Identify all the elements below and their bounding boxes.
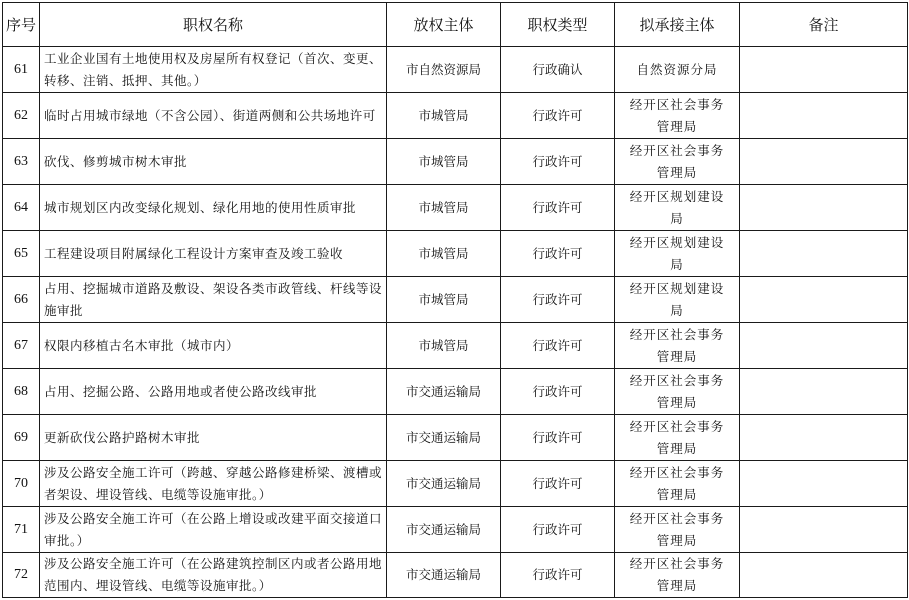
cell-index: 70 bbox=[3, 461, 40, 507]
header-row bbox=[3, 3, 908, 47]
cell-authority-type: 行政许可 bbox=[501, 369, 615, 415]
cell-authority-type: 行政许可 bbox=[501, 93, 615, 139]
table-row bbox=[3, 461, 908, 507]
cell-index: 71 bbox=[3, 507, 40, 553]
cell-index: 64 bbox=[3, 185, 40, 231]
cell-remarks bbox=[740, 415, 908, 461]
header-index: 序号 bbox=[3, 3, 40, 47]
cell-authority-name: 工程建设项目附属绿化工程设计方案审查及竣工验收 bbox=[40, 231, 387, 277]
cell-authority-type: 行政许可 bbox=[501, 185, 615, 231]
cell-index: 69 bbox=[3, 415, 40, 461]
cell-authority-name: 涉及公路安全施工许可（在公路建筑控制区内或者公路用地范围内、埋设管线、电缆等设施审批。） bbox=[40, 553, 387, 598]
table-row bbox=[3, 139, 908, 185]
header-remarks: 备注 bbox=[740, 3, 908, 47]
cell-authority-type: 行政许可 bbox=[501, 231, 615, 277]
header-authority-type: 职权类型 bbox=[501, 3, 615, 47]
cell-delegating-body: 市城管局 bbox=[387, 323, 501, 369]
cell-remarks bbox=[740, 461, 908, 507]
cell-remarks bbox=[740, 553, 908, 598]
table-row bbox=[3, 47, 908, 93]
cell-index: 63 bbox=[3, 139, 40, 185]
cell-authority-name: 砍伐、修剪城市树木审批 bbox=[40, 139, 387, 185]
table-row bbox=[3, 231, 908, 277]
table-row bbox=[3, 553, 908, 598]
cell-authority-type: 行政许可 bbox=[501, 415, 615, 461]
cell-index: 66 bbox=[3, 277, 40, 323]
cell-delegating-body: 市城管局 bbox=[387, 277, 501, 323]
cell-index: 67 bbox=[3, 323, 40, 369]
table-header bbox=[3, 3, 908, 47]
cell-receiving-body: 经开区社会事务管理局 bbox=[615, 415, 740, 461]
cell-index: 65 bbox=[3, 231, 40, 277]
cell-remarks bbox=[740, 507, 908, 553]
table-row bbox=[3, 415, 908, 461]
table-body bbox=[3, 47, 908, 598]
cell-delegating-body: 市交通运输局 bbox=[387, 415, 501, 461]
cell-authority-name: 占用、挖掘城市道路及敷设、架设各类市政管线、杆线等设施审批 bbox=[40, 277, 387, 323]
cell-authority-type: 行政许可 bbox=[501, 507, 615, 553]
header-authority-name: 职权名称 bbox=[40, 3, 387, 47]
cell-authority-name: 涉及公路安全施工许可（跨越、穿越公路修建桥梁、渡槽或者架设、埋设管线、电缆等设施审批。） bbox=[40, 461, 387, 507]
cell-receiving-body: 经开区社会事务管理局 bbox=[615, 93, 740, 139]
header-delegating-body: 放权主体 bbox=[387, 3, 501, 47]
table-row bbox=[3, 185, 908, 231]
cell-authority-name: 临时占用城市绿地（不含公园）、街道两侧和公共场地许可 bbox=[40, 93, 387, 139]
header-receiving-body: 拟承接主体 bbox=[615, 3, 740, 47]
cell-delegating-body: 市城管局 bbox=[387, 231, 501, 277]
table-row bbox=[3, 277, 908, 323]
cell-remarks bbox=[740, 47, 908, 93]
cell-authority-type: 行政许可 bbox=[501, 323, 615, 369]
table-row bbox=[3, 93, 908, 139]
cell-receiving-body: 经开区社会事务管理局 bbox=[615, 139, 740, 185]
cell-receiving-body: 经开区社会事务管理局 bbox=[615, 553, 740, 598]
table-row bbox=[3, 369, 908, 415]
table-row bbox=[3, 507, 908, 553]
cell-delegating-body: 市交通运输局 bbox=[387, 553, 501, 598]
cell-authority-name: 占用、挖掘公路、公路用地或者使公路改线审批 bbox=[40, 369, 387, 415]
cell-receiving-body: 经开区社会事务管理局 bbox=[615, 369, 740, 415]
cell-authority-name: 涉及公路安全施工许可（在公路上增设或改建平面交接道口审批。） bbox=[40, 507, 387, 553]
authority-table bbox=[2, 2, 908, 598]
table-row bbox=[3, 323, 908, 369]
cell-remarks bbox=[740, 139, 908, 185]
cell-delegating-body: 市城管局 bbox=[387, 139, 501, 185]
cell-remarks bbox=[740, 369, 908, 415]
cell-remarks bbox=[740, 323, 908, 369]
cell-authority-name: 权限内移植古名木审批（城市内） bbox=[40, 323, 387, 369]
cell-remarks bbox=[740, 277, 908, 323]
cell-index: 72 bbox=[3, 553, 40, 598]
cell-receiving-body: 经开区规划建设局 bbox=[615, 231, 740, 277]
cell-delegating-body: 市交通运输局 bbox=[387, 461, 501, 507]
cell-receiving-body: 经开区规划建设局 bbox=[615, 185, 740, 231]
cell-receiving-body: 经开区社会事务管理局 bbox=[615, 461, 740, 507]
cell-authority-name: 更新砍伐公路护路树木审批 bbox=[40, 415, 387, 461]
cell-authority-type: 行政许可 bbox=[501, 553, 615, 598]
cell-delegating-body: 市城管局 bbox=[387, 93, 501, 139]
cell-delegating-body: 市自然资源局 bbox=[387, 47, 501, 93]
cell-delegating-body: 市城管局 bbox=[387, 185, 501, 231]
cell-receiving-body: 经开区社会事务管理局 bbox=[615, 323, 740, 369]
cell-authority-name: 工业企业国有土地使用权及房屋所有权登记（首次、变更、转移、注销、抵押、其他。） bbox=[40, 47, 387, 93]
cell-index: 68 bbox=[3, 369, 40, 415]
cell-authority-type: 行政许可 bbox=[501, 461, 615, 507]
cell-remarks bbox=[740, 185, 908, 231]
cell-receiving-body: 自然资源分局 bbox=[615, 47, 740, 93]
cell-authority-name: 城市规划区内改变绿化规划、绿化用地的使用性质审批 bbox=[40, 185, 387, 231]
cell-authority-type: 行政许可 bbox=[501, 139, 615, 185]
cell-remarks bbox=[740, 231, 908, 277]
cell-delegating-body: 市交通运输局 bbox=[387, 369, 501, 415]
cell-receiving-body: 经开区规划建设局 bbox=[615, 277, 740, 323]
cell-index: 62 bbox=[3, 93, 40, 139]
cell-authority-type: 行政许可 bbox=[501, 277, 615, 323]
cell-delegating-body: 市交通运输局 bbox=[387, 507, 501, 553]
cell-remarks bbox=[740, 93, 908, 139]
cell-receiving-body: 经开区社会事务管理局 bbox=[615, 507, 740, 553]
cell-index: 61 bbox=[3, 47, 40, 93]
cell-authority-type: 行政确认 bbox=[501, 47, 615, 93]
